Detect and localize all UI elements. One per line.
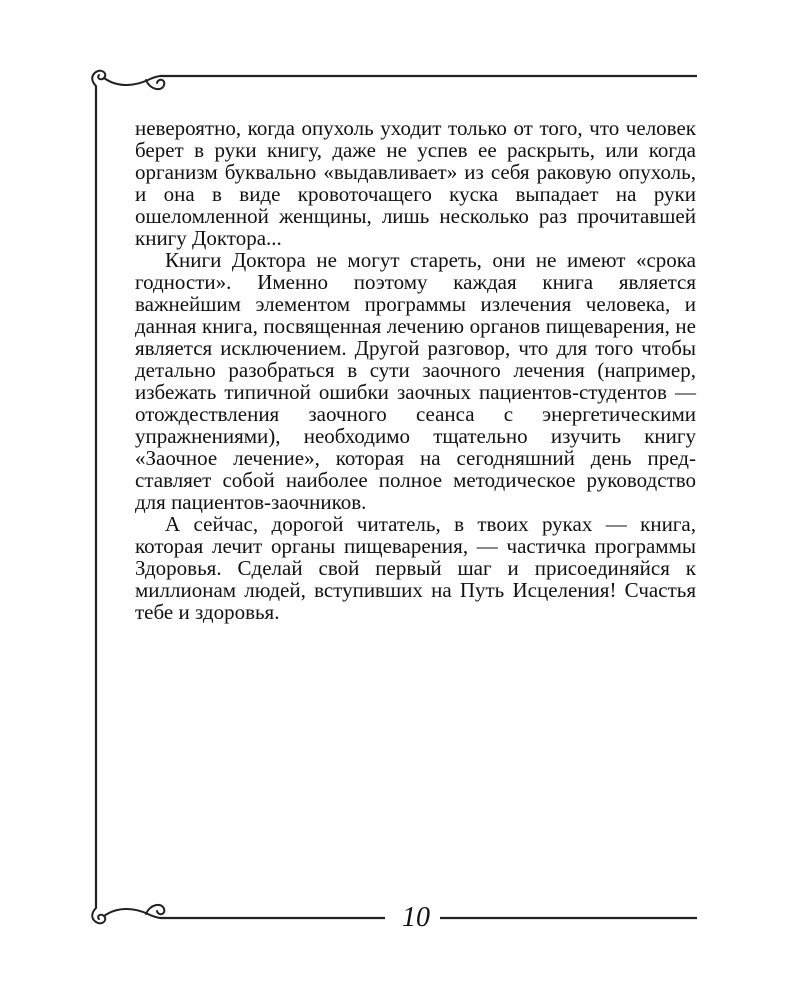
paragraph-1: невероятно, когда опухоль уходит только от того, что человек берет в руки книгу, даже не успев ее раскрыть, или когда организм буквально «выдавливает» из себя раковую опухоль, и она в виде кровоточащего куска выпадает на руки ошеломленной женщины, лишь несколько раз прочитавшей книгу Доктора... — [135, 116, 696, 250]
body-text — [135, 117, 696, 623]
flourish-top-icon — [92, 71, 164, 89]
flourish-bottom-icon — [92, 905, 164, 923]
paragraph-2: Книги Доктора не могут стареть, они не имеют «срока годности». Именно поэтому каждая книга является важнейшим элементом программы излечения человека, и данная книга, посвященная лечению органов пищеварения, не является исключением. Другой разговор, что для того чтобы детально разобраться в сути заочного лечения (например, избежать типичной ошибки заочных пациентов-студентов — отождествления заочного сеанса с энергетическими упражнениями), необходимо тщательно изучить книгу «Заочное лечение», которая на сегодняшний день представляет собой наиболее полное методическое руководство для пациентов-заочников. — [135, 248, 696, 514]
paragraph-3: А сейчас, дорогой читатель, в твоих руках — книга, которая лечит органы пищеварения, — частичка программы Здоровья. Сделай свой первый шаг и присоединяйся к миллионам людей, вступивших на Путь Исцеления! Счастья тебе и здоровья. — [135, 512, 696, 624]
page-number: 10 — [402, 902, 430, 933]
